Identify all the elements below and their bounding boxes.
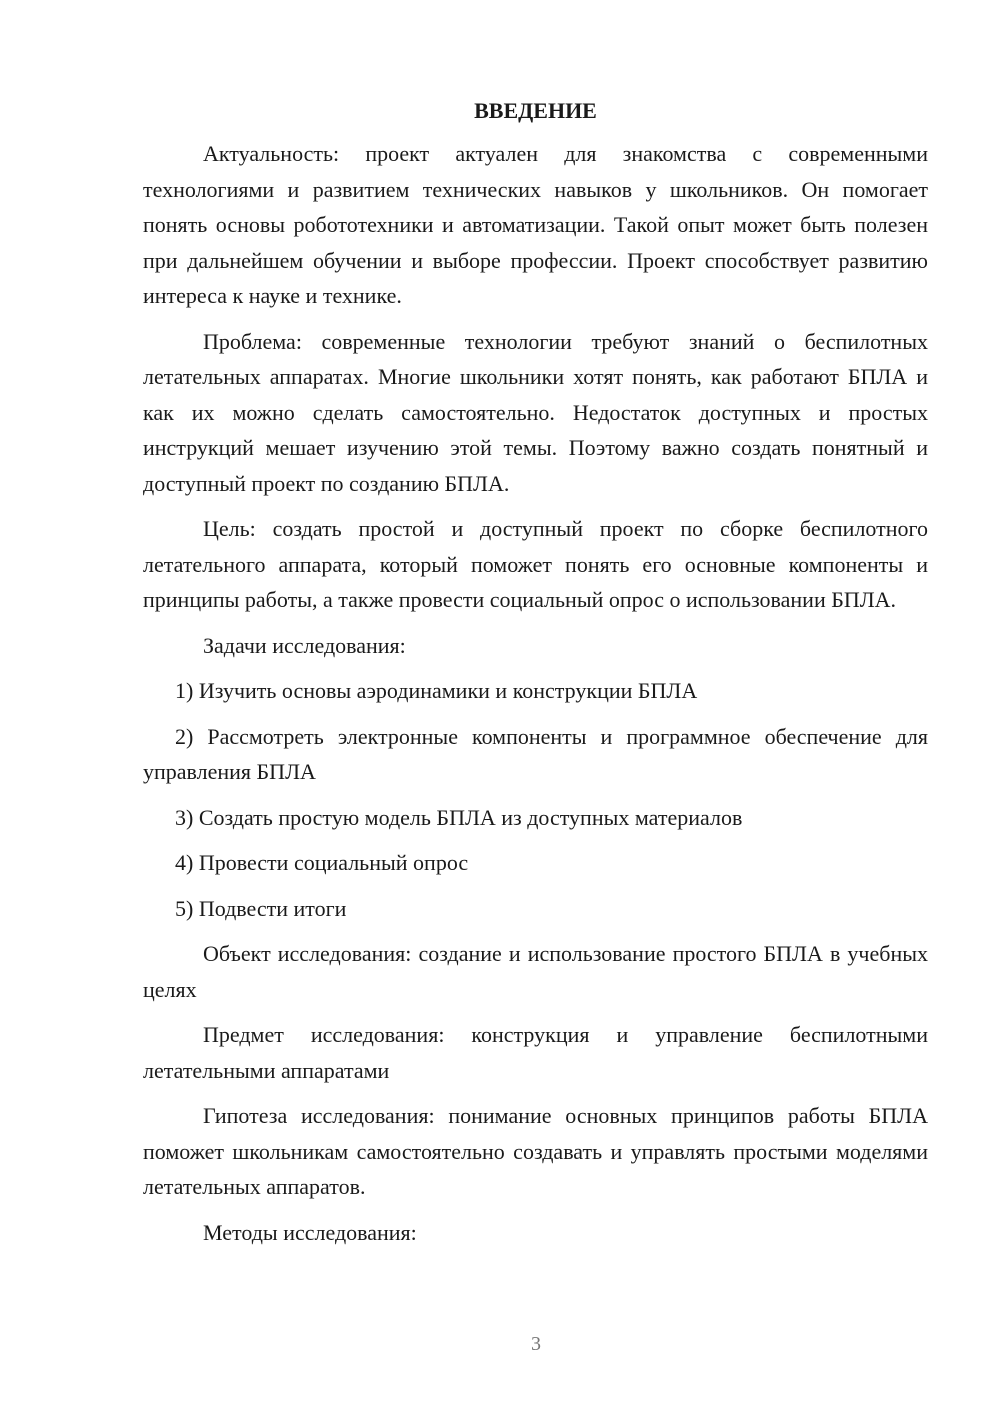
task-item-5: 5) Подвести итоги (175, 895, 347, 921)
methods-title: Методы исследования: (203, 1219, 417, 1245)
task-item-2: 2) Рассмотреть электронные компоненты и программное обеспечение для управления БПЛА (143, 723, 928, 784)
task-item-1: 1) Изучить основы аэродинамики и конструкции БПЛА (175, 678, 698, 703)
goal-paragraph: Цель: создать простой и доступный проект по сборке беспилотного летательного аппарата, который поможет понять его основные компоненты и принципы работы, а также провести социальный опрос о использовании БПЛА. (143, 516, 928, 612)
tasks-title: Задачи исследования: (203, 632, 406, 658)
task-item-3: 3) Создать простую модель БПЛА из доступных материалов (175, 804, 743, 830)
object-paragraph: Объект исследования: создание и использование простого БПЛА в учебных целях (143, 941, 928, 1002)
page-number: 3 (531, 1333, 541, 1355)
subject-paragraph: Предмет исследования: конструкция и управление беспилотными летательными аппаратами (143, 1022, 928, 1083)
task-item-4: 4) Провести социальный опрос (175, 850, 469, 875)
problem-paragraph: Проблема: современные технологии требуют знаний о беспилотных летательных аппаратах. Многие школьники хотят понять, как работают БПЛА и как их можно сделать самостоятельно. Недостаток доступных и простых инструкций мешает изучению этой темы. Поэтому важно создать понятный и доступный проект по созданию БПЛА. (143, 328, 928, 496)
section-heading: ВВЕДЕНИЕ (474, 98, 597, 123)
relevance-paragraph: Актуальность: проект актуален для знакомства с современными технологиями и развитием технических навыков у школьников. Он помогает понять основы робототехники и автоматизации. Такой опыт может быть полезен при дальнейшем обучении и выборе профессии. Проект способствует развитию интереса к науке и технике. (143, 141, 928, 308)
hypothesis-paragraph: Гипотеза исследования: понимание основных принципов работы БПЛА поможет школьникам самостоятельно создавать и управлять простыми моделями летательных аппаратов. (143, 1103, 928, 1199)
page-content (143, 96, 928, 1260)
